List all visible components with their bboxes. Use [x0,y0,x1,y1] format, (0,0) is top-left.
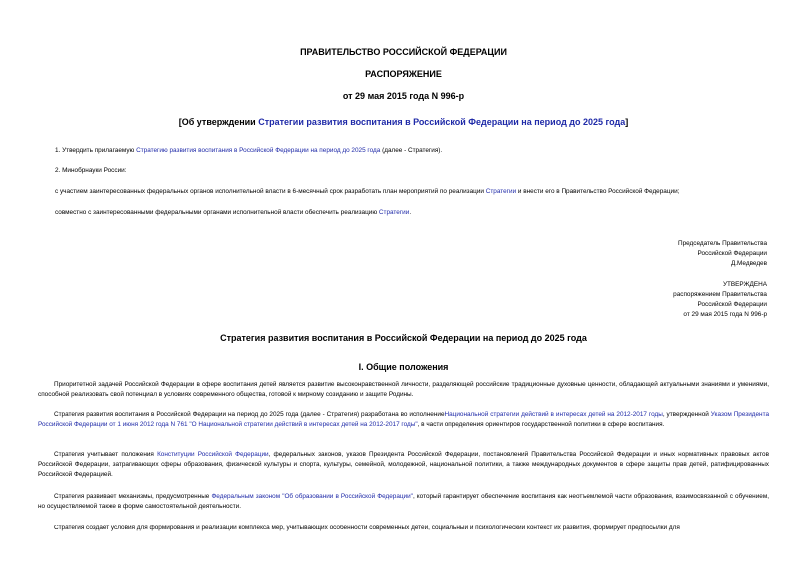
paragraph-3-text: Стратегия учитывает положения [54,451,158,458]
item-2a [55,189,679,195]
paragraph-2-mid: , утвержденной [662,411,711,418]
presidential-decree-link[interactable]: Указом Президента Российской Федерации от 1 июня 2012 года N 761 "О Национальной стратегии действий в интересах детей на 2012-2017 годы" [38,411,769,428]
item-1 [55,148,442,154]
item-2b [55,210,411,216]
org-heading: ПРАВИТЕЛЬСТВО РОССИЙСКОЙ ФЕДЕРАЦИИ [300,47,507,57]
paragraph-1-text: Приоритетной задачей Российской Федерации в сфере воспитания детей является развитие высоконравственной личности, разделяющей российские традиционные духовные ценности, обладающей актуальными знаниями и умениями, способной реализовать свой потенциал в условиях современного общества, готовой к мирному созиданию и защите Родины. [38,381,769,398]
national-strategy-link[interactable]: Национальной стратегии действий в интересах детей на 2012-2017 годы [444,411,663,418]
paragraph-3-end: , федеральных законов, указов Президента Российской Федерации, постановлений Правительства Российской Федерации и иных нормативных правовых актов Российской Федерации, затрагивающих сферы образования, физической культуры и спорта, культуры, семейной, молодежной, национальной политики, а также международных документов в сфере защиты прав детей, ратифицированных Российской Федерацией. [38,451,769,478]
section-1-heading: I. Общие положения [358,362,449,372]
item-1-text: 1. Утвердить прилагаемую [55,147,137,154]
date-number-heading: от 29 мая 2015 года N 996-р [342,91,465,101]
approved-country: Российской Федерации [697,301,767,308]
paragraph-4-text: Стратегия развивает механизмы, предусмотренные [54,493,212,500]
approved-by: распоряжением Правительства [673,291,767,298]
signature-position: Председатель Правительства [678,240,767,247]
paragraph-2-text: Стратегия развития воспитания в Российской Федерации на период до 2025 года (далее - Стратегия) разработана во исполнение [54,411,445,418]
constitution-link[interactable]: Конституции Российской Федерации [157,451,269,458]
signature-name: Д.Медведев [730,260,767,267]
paragraph-2 [38,410,769,430]
item-2b-suffix: . [409,209,412,216]
document-title [0,117,807,127]
paragraph-5-text: Стратегия создает условия для формирования и реализации комплекса мер, учитывающих особенности современных детей, социальный и психологический контекст их развития, формирует предпосылки для [54,525,680,531]
signature-country: Российской Федерации [697,250,767,257]
item-2a-suffix: и внести его в Правительство Российской Федерации; [516,188,680,195]
item-2: 2. Минобрнауки России: [55,167,127,174]
approved-date: от 29 мая 2015 года N 996-р [683,311,767,318]
item-2b-strategy-link[interactable]: Стратегии [378,209,410,216]
title-open-bracket: [Об утверждении [178,117,259,127]
item-2a-strategy-link[interactable]: Стратегии [485,188,517,195]
education-law-link[interactable]: Федеральным законом "Об образовании в Российской Федерации" [211,493,413,500]
paragraph-5 [38,525,769,531]
paragraph-4-end: , который гарантирует обеспечение воспитания как неотъемлемой части образования, взаимосвязанной с обучением, но осуществляемой также в форме самостоятельной деятельности. [38,493,770,510]
approved-label: УТВЕРЖДЕНА [722,281,767,288]
title-close-bracket: ] [625,117,629,127]
item-1-strategy-link[interactable]: Стратегию развития воспитания в Российской Федерации на период до 2025 года [136,147,381,154]
title-strategy-link[interactable]: Стратегии развития воспитания в Российской Федерации на период до 2025 года [258,117,626,127]
paragraph-4 [38,492,769,512]
item-1-suffix: (далее - Стратегия). [380,147,443,154]
doc-type-heading: РАСПОРЯЖЕНИЕ [365,69,442,79]
item-2b-text: совместно с заинтересованными федеральными органами исполнительной власти обеспечить реализацию [55,209,379,216]
paragraph-2-end: , в части определения ориентиров государственной политики в сфере воспитания. [417,420,665,428]
paragraph-1 [38,380,769,400]
strategy-title: Стратегия развития воспитания в Российской Федерации на период до 2025 года [220,333,587,343]
paragraph-3 [38,450,769,479]
item-2a-text: с участием заинтересованных федеральных органов исполнительной власти в 6-месячный срок разработать план мероприятий по реализации [55,188,486,195]
